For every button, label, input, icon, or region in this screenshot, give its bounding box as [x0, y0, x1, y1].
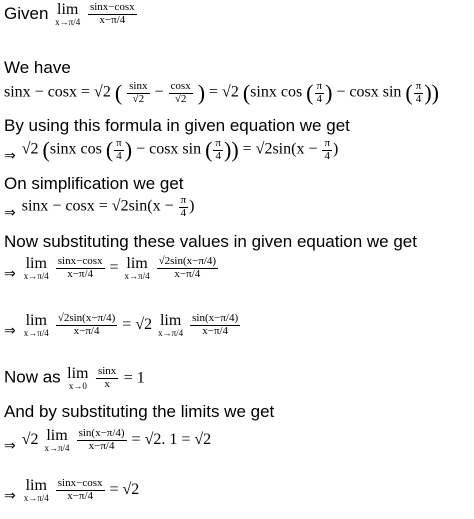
given-fraction: $\frac{\sin x-\cos x}{x-\pi/4}$ [89, 1, 135, 26]
step5-equation: ⇒ √2 lim x→π/4 $\frac{\sin(x-\pi/4)}{x-\pi/4}$ = √2. 1 = √2 [4, 427, 212, 455]
given-limit: lim x→π/4 [55, 1, 81, 27]
step2-equation: ⇒ sinx − cosx = √2sin(x − $\frac{\pi}{4}$ ) [4, 194, 195, 221]
identity-equation: sinx − cosx = √2 ( $\frac{\sin x}{√2}$ − $\frac{\cos x}{√2}$ ) = √2 (sinx cos ( $\frac{\pi}{4}$ ) − cosx sin ( $\frac{\pi}{4}$ )) [4, 79, 439, 105]
and-by-text: And by substituting the limits we get [4, 402, 275, 421]
given-line [4, 2, 138, 27]
on-simplification-text: On simplification we get [4, 174, 184, 193]
step3-equation: ⇒ lim x→π/4 $\frac{\sin x-\cos x}{x-\pi/4}$ = lim x→π/4 $\frac{√2\sin(x-\pi/4)}{x-\pi/4}$ [4, 255, 217, 283]
now-substituting-text: Now substituting these values in given equation we get [4, 232, 417, 251]
we-have-text: We have [4, 58, 71, 77]
now-as-line: Now as lim x→0 $\frac{\sin x}{x}$ = 1 [4, 365, 145, 391]
step1-equation: ⇒ √2 (sinx cos ( $\frac{\pi}{4}$ ) − cosx sin ( $\frac{\pi}{4}$ )) = √2sin(x − $\frac{\pi}{4}$ ) [4, 136, 339, 164]
final-equation: ⇒ lim x→π/4 $\frac{\sin x-\cos x}{x-\pi/4}$ = √2 [4, 477, 140, 505]
given-label: Given [4, 3, 49, 23]
by-using-text: By using this formula in given equation we get [4, 116, 350, 135]
step4-equation: ⇒ lim x→π/4 $\frac{√2\sin(x-\pi/4)}{x-\pi/4}$ = √2 lim x→π/4 $\frac{\sin(x-\pi/4)}{x-\pi/4}$ [4, 312, 239, 340]
